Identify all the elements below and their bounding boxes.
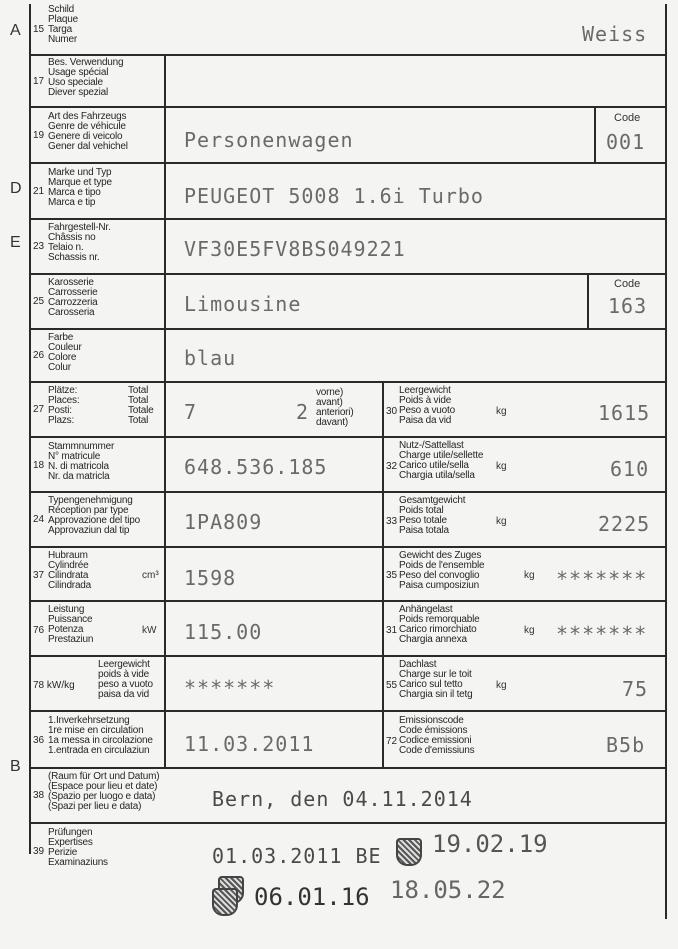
row-divider <box>29 822 667 824</box>
total-weight-label: Gesamtgewicht Poids total Peso totale Paisa totala <box>399 495 466 536</box>
special-use-label: Bes. Verwendung Usage spécial Uso speciale Diever spezial <box>48 57 124 98</box>
towing-weight-label: Anhängelast Poids remorquable Carico rimorchiato Chargia annexa <box>399 604 480 645</box>
make-type-value: PEUGEOT 5008 1.6i Turbo <box>184 184 484 208</box>
inspection-date-3: 06.01.16 <box>254 883 370 911</box>
train-weight-label: Gewicht des Zuges Poids de l'ensemble Peso del convoglio Paisa cumposiziun <box>399 550 485 591</box>
row-number: 33 <box>386 516 398 527</box>
unit: kg <box>496 406 507 417</box>
row-number: 36 <box>33 735 45 746</box>
color-value: blau <box>184 346 237 370</box>
vehicle-kind-label: Art des Fahrzeugs Genre de véhicule Genere di veicolo Gener dal vehichel <box>48 111 128 152</box>
type-approval-value: 1PA809 <box>184 510 263 534</box>
canton-stamp-icon <box>396 838 422 866</box>
body-code: 163 <box>608 294 648 318</box>
plate-value: Weiss <box>582 22 648 46</box>
power-label: Leistung Puissance Potenza Prestaziun <box>48 604 94 645</box>
code-label: Code <box>614 112 641 124</box>
matriculation-value: 648.536.185 <box>184 455 328 479</box>
seats-label: Plätze: Places: Posti: Plazs: <box>48 385 80 426</box>
row-divider <box>29 273 667 275</box>
payload-value: 610 <box>610 457 650 481</box>
row-number: 27 <box>33 404 45 415</box>
row-divider <box>29 162 667 164</box>
side-letter-b: B <box>10 758 21 775</box>
unit: kg <box>496 516 507 527</box>
row-divider <box>29 655 667 657</box>
payload-label: Nutz-/Sattellast Charge utile/sellette Carico utile/sella Chargia utila/sella <box>399 440 484 481</box>
row-number: 37 <box>33 570 45 581</box>
seats-front-label: vorne) avant) anteriori) davant) <box>316 387 354 428</box>
chassis-label: Fahrgestell-Nr. Châssis no Telaio n. Schassis nr. <box>48 222 111 263</box>
row-divider <box>29 767 667 769</box>
row-divider <box>29 106 667 108</box>
row-number: 23 <box>33 241 45 252</box>
row-number: 25 <box>33 296 45 307</box>
inspection-date-1: 01.03.2011 BE <box>212 844 382 868</box>
type-approval-label: Typengenehmigung Réception par type Approvazione del tipo Approvaziun dal tip <box>48 495 140 536</box>
place-date-value: Bern, den 04.11.2014 <box>212 787 473 811</box>
row-divider <box>29 436 667 438</box>
empty-weight-label: Leergewicht Poids à vide Peso a vuoto Paisa da vid <box>399 385 455 426</box>
side-letter-e: E <box>10 234 21 251</box>
side-letter-d: D <box>10 180 22 197</box>
seats-front-value: 2 <box>296 400 310 424</box>
unit: kW <box>142 625 157 636</box>
emission-code-label: Emissionscode Code émissions Codice emissioni Code d'emissiuns <box>399 715 475 756</box>
unit: cm³ <box>142 570 159 581</box>
body-label: Karosserie Carrosserie Carrozzeria Carosseria <box>48 277 98 318</box>
code-label: Code <box>614 278 641 290</box>
row-number: 15 <box>33 24 45 35</box>
row-divider <box>29 218 667 220</box>
matriculation-label: Stammnummer N° matricule N. di matricola Nr. da matricla <box>48 441 115 482</box>
row-number: 21 <box>33 186 45 197</box>
row-number: 26 <box>33 350 45 361</box>
roof-load-value: 75 <box>622 677 649 701</box>
make-type-label: Marke und Typ Marque et type Marca e tipo Marca e tip <box>48 167 112 208</box>
row-number: 76 <box>33 625 45 636</box>
frame-right <box>665 4 667 919</box>
inspection-date-2: 19.02.19 <box>432 830 548 858</box>
vehicle-kind-value: Personenwagen <box>184 128 354 152</box>
roof-load-label: Dachlast Charge sur le toit Carico sul tetto Chargia sin il tetg <box>399 659 473 700</box>
row-number: 72 <box>386 736 398 747</box>
row-divider <box>29 600 667 602</box>
row-divider <box>29 546 667 548</box>
body-value: Limousine <box>184 292 302 316</box>
power-weight-label: Leergewicht poids à vide peso a vuoto paisa da vid <box>98 659 153 700</box>
train-weight-value: ******* <box>556 567 648 591</box>
row-divider <box>29 328 667 330</box>
row-number: 55 <box>386 680 398 691</box>
first-registration-label: 1.Inverkehrsetzung 1re mise en circulation 1a messa in circolazione 1.entrada en circulaziun <box>48 715 153 756</box>
color-label: Farbe Couleur Colore Colur <box>48 332 82 373</box>
row-number: 32 <box>386 461 398 472</box>
row-divider <box>29 710 667 712</box>
unit: kg <box>524 570 535 581</box>
inspections-label: Prüfungen Expertises Perizie Examinaziuns <box>48 827 108 868</box>
code-divider-25 <box>587 273 589 328</box>
row-number: 17 <box>33 76 45 87</box>
row-number: 35 <box>386 570 398 581</box>
row-number: 78 kW/kg <box>33 680 75 691</box>
empty-weight-value: 1615 <box>598 401 651 425</box>
unit: kg <box>496 461 507 472</box>
side-letter-a: A <box>10 22 21 39</box>
seats-total-value: 7 <box>184 400 198 424</box>
chassis-value: VF30E5FV8BS049221 <box>184 237 406 261</box>
row-number: 39 <box>33 846 45 857</box>
inspection-date-4: 18.05.22 <box>390 876 506 904</box>
row-number: 38 <box>33 790 45 801</box>
place-date-label: (Raum für Ort und Datum) (Espace pour lieu et date) (Spazio per luogo e data) (Spazi per lieu e data) <box>48 771 160 812</box>
vehicle-kind-code: 001 <box>606 130 646 154</box>
row-number: 30 <box>386 406 398 417</box>
first-registration-value: 11.03.2011 <box>184 732 315 756</box>
towing-weight-value: ******* <box>556 622 648 646</box>
row-number: 24 <box>33 514 45 525</box>
frame-left <box>29 4 31 854</box>
row-divider <box>29 54 667 56</box>
total-weight-value: 2225 <box>598 512 651 536</box>
emission-code-value: B5b <box>606 733 646 757</box>
row-divider <box>29 491 667 493</box>
seats-total-label: Total Total Totale Total <box>128 385 154 426</box>
row-number: 31 <box>386 625 398 636</box>
power-weight-value: ******* <box>184 676 276 700</box>
unit: kg <box>496 680 507 691</box>
unit: kg <box>524 625 535 636</box>
row-number: 18 <box>33 460 45 471</box>
displacement-value: 1598 <box>184 566 237 590</box>
power-value: 115.00 <box>184 620 263 644</box>
displacement-label: Hubraum Cylindrée Cilindrata Cilindrada <box>48 550 92 591</box>
plate-label: Schild Plaque Targa Numer <box>48 4 78 45</box>
code-divider-19 <box>594 106 596 162</box>
canton-stamp-icon <box>212 888 238 916</box>
row-number: 19 <box>33 130 45 141</box>
row-divider <box>29 381 667 383</box>
